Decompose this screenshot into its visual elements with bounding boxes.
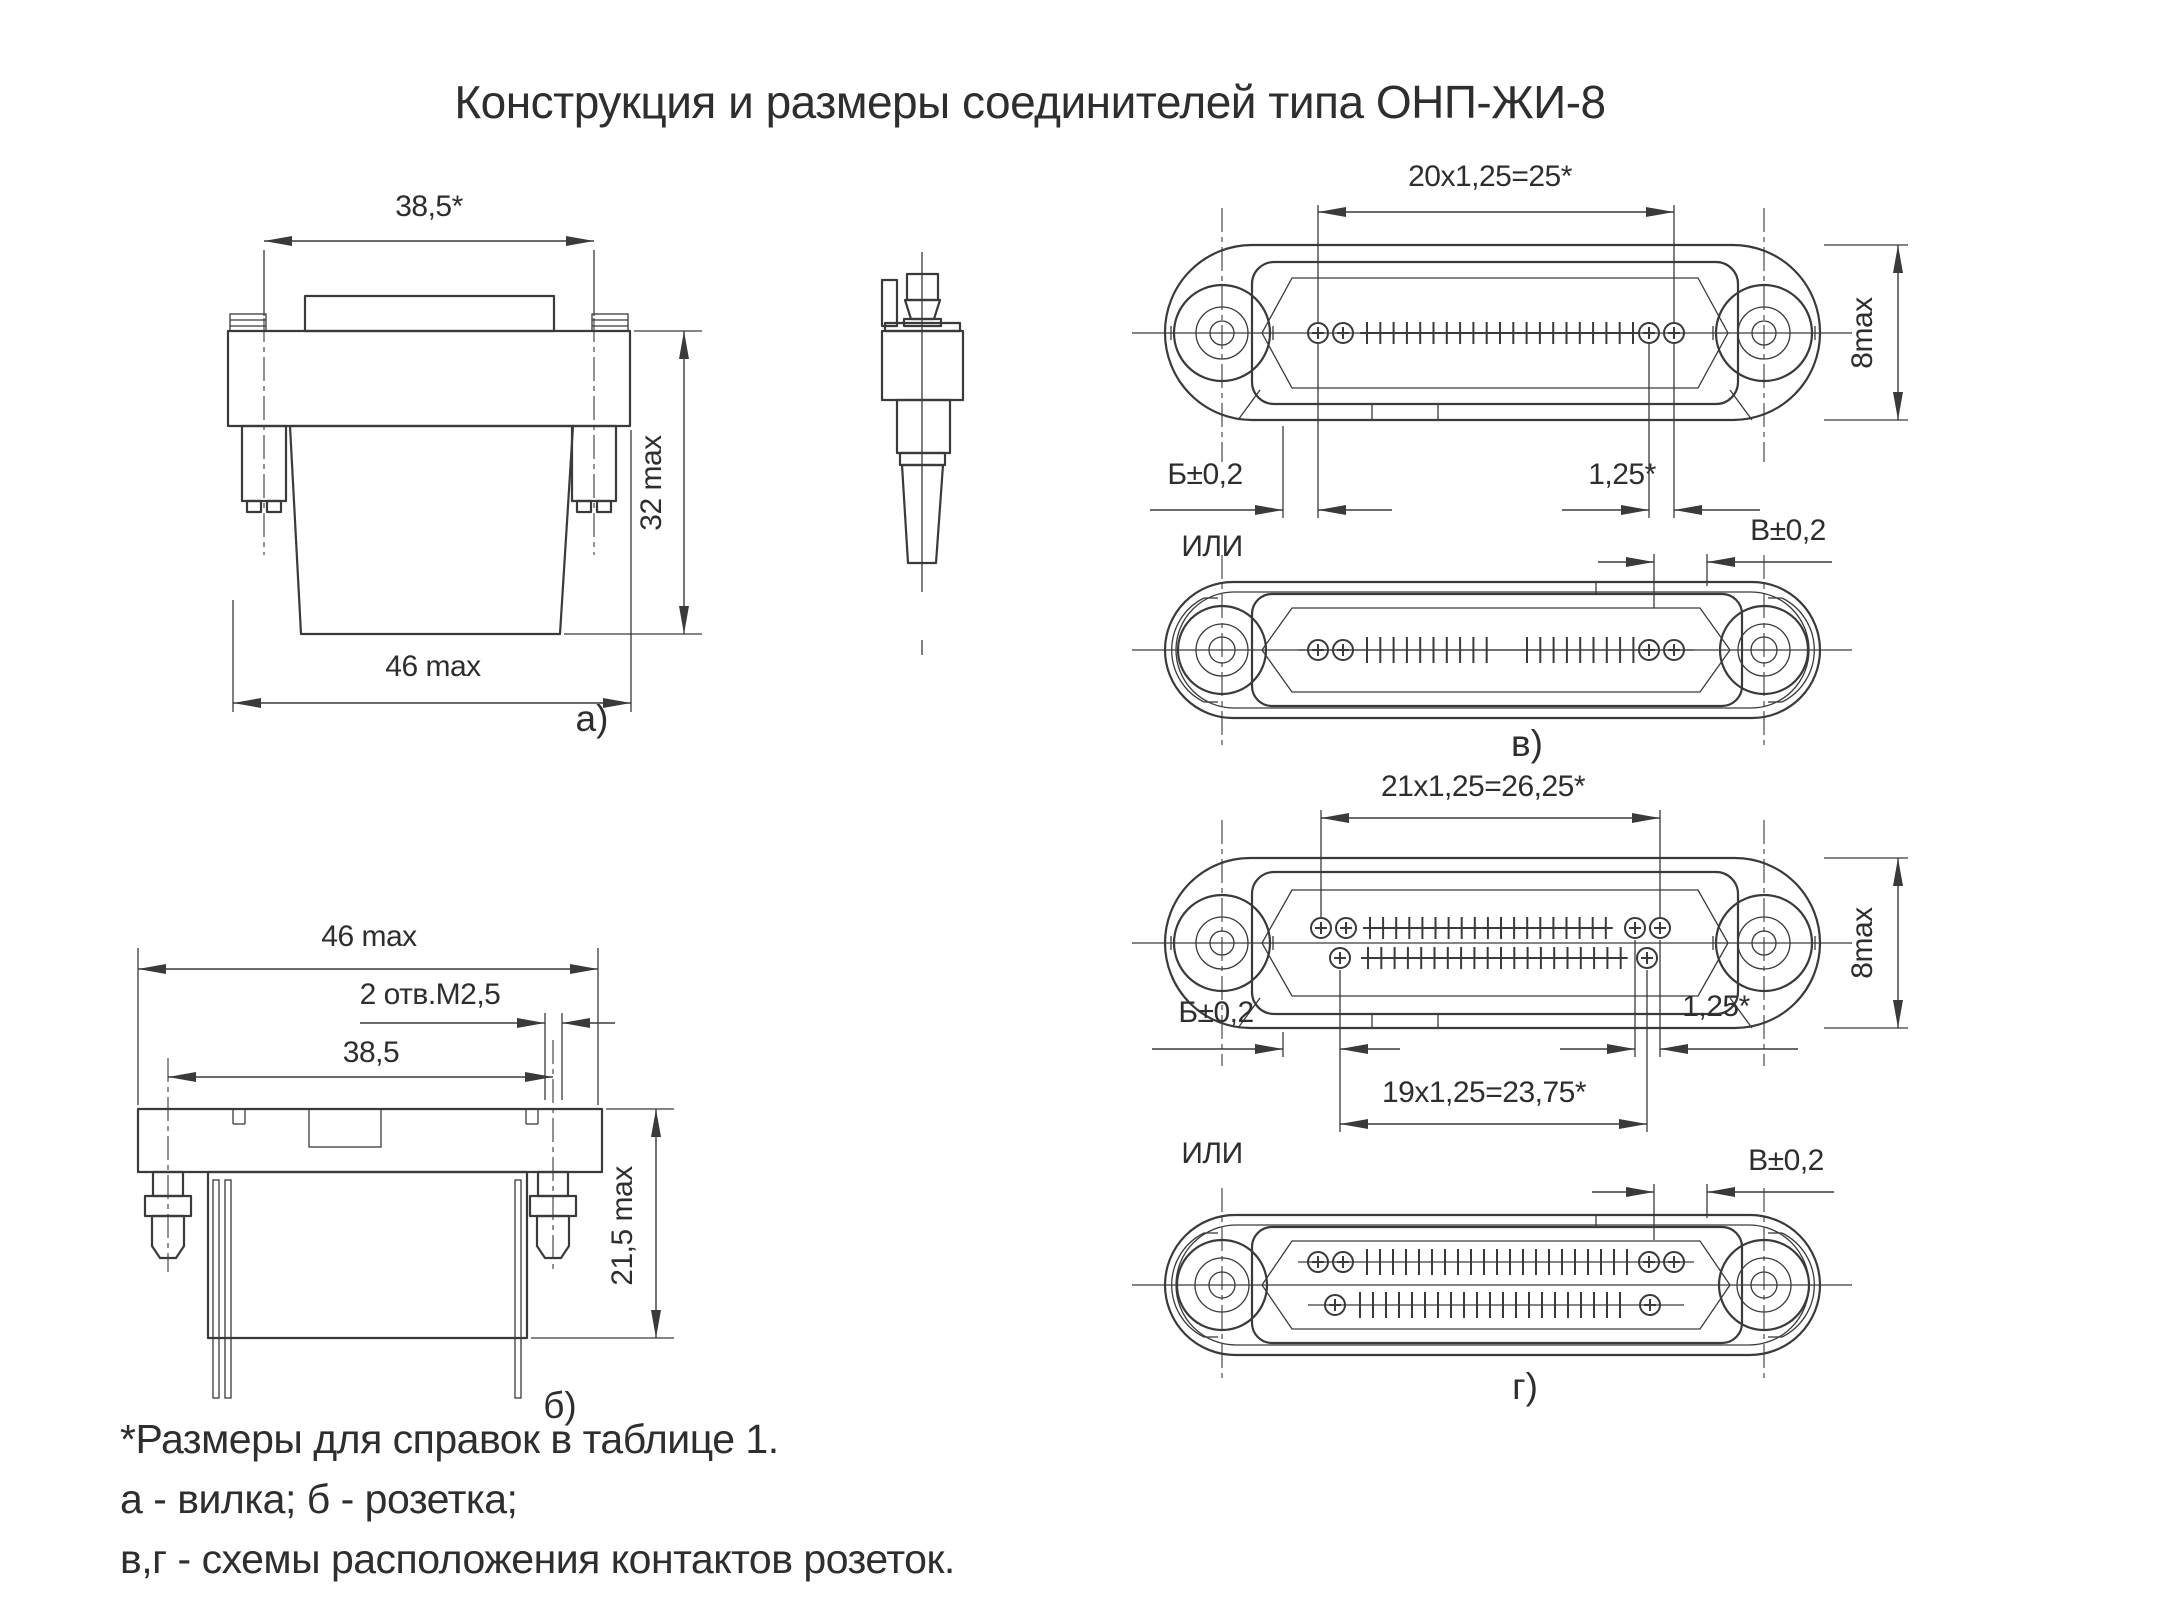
contact-row: [1308, 322, 1684, 344]
dim-g-height: 8max: [1846, 907, 1879, 979]
view-v-contact-layout: [1132, 160, 1908, 764]
contact-row: [1298, 1249, 1694, 1275]
label-view-v: в): [1511, 723, 1543, 764]
label-view-a: а): [575, 698, 609, 739]
contact-row: [1330, 947, 1657, 969]
contact-row: [1308, 1292, 1684, 1318]
dim-b-hole-span: 38,5: [342, 1036, 400, 1069]
dim-v-offset-v: В±0,2: [1750, 514, 1826, 547]
view-g-contact-layout: [1132, 770, 1908, 1407]
note-line-2: а - вилка; б - розетка;: [120, 1476, 518, 1522]
or-label-v: ИЛИ: [1181, 530, 1243, 563]
notes-block: [120, 1416, 955, 1582]
page-title: Конструкция и размеры соединителей типа ОНП-ЖИ-8: [454, 76, 1606, 128]
dim-a-top-width: 38,5*: [395, 190, 463, 223]
contact-row: [1298, 637, 1694, 663]
socket-mounting-studs: [145, 1172, 576, 1258]
dim-a-height: 32 max: [635, 435, 668, 531]
dim-v-offset-b: Б±0,2: [1167, 458, 1243, 491]
dim-b-width: 46 max: [321, 920, 417, 953]
dim-a-bottom-width: 46 max: [385, 650, 481, 683]
dim-g-pitch-total-top: 21x1,25=26,25*: [1380, 770, 1586, 803]
label-view-g: г): [1512, 1366, 1538, 1407]
note-line-1: *Размеры для справок в таблице 1.: [120, 1416, 779, 1462]
dim-g-offset-b: Б±0,2: [1178, 996, 1254, 1029]
label-view-b: б): [543, 1385, 577, 1426]
note-line-3: в,г - схемы расположения контактов розеток.: [120, 1536, 955, 1582]
contact-row: [1311, 917, 1670, 939]
socket-body: [208, 1172, 527, 1338]
dim-v-height: 8max: [1846, 297, 1879, 369]
dim-g-offset-v: В±0,2: [1748, 1144, 1824, 1177]
view-b-socket: [138, 920, 674, 1426]
socket-pin: [225, 1180, 231, 1398]
dim-g-pitch: 1,25*: [1682, 990, 1750, 1023]
view-a-plug: [228, 190, 702, 739]
side-latch-hook: [882, 280, 897, 326]
plug-body-trapezoid: [290, 426, 573, 634]
socket-pin: [213, 1180, 219, 1398]
dim-b-holes: 2 отв.М2,5: [359, 978, 501, 1011]
or-label-g: ИЛИ: [1181, 1137, 1243, 1170]
plug-mounting-lugs: [242, 426, 616, 512]
dim-v-pitch: 1,25*: [1588, 458, 1656, 491]
view-a-plug-side: [882, 252, 963, 655]
plug-rib-tabs: [230, 314, 628, 331]
dim-g-pitch-total-bottom: 19x1,25=23,75*: [1381, 1076, 1587, 1109]
dim-v-pitch-total: 20x1,25=25*: [1408, 160, 1572, 193]
dim-b-height: 21,5 max: [606, 1166, 639, 1286]
socket-flange-plate: [138, 1109, 602, 1172]
socket-pin: [515, 1180, 521, 1398]
